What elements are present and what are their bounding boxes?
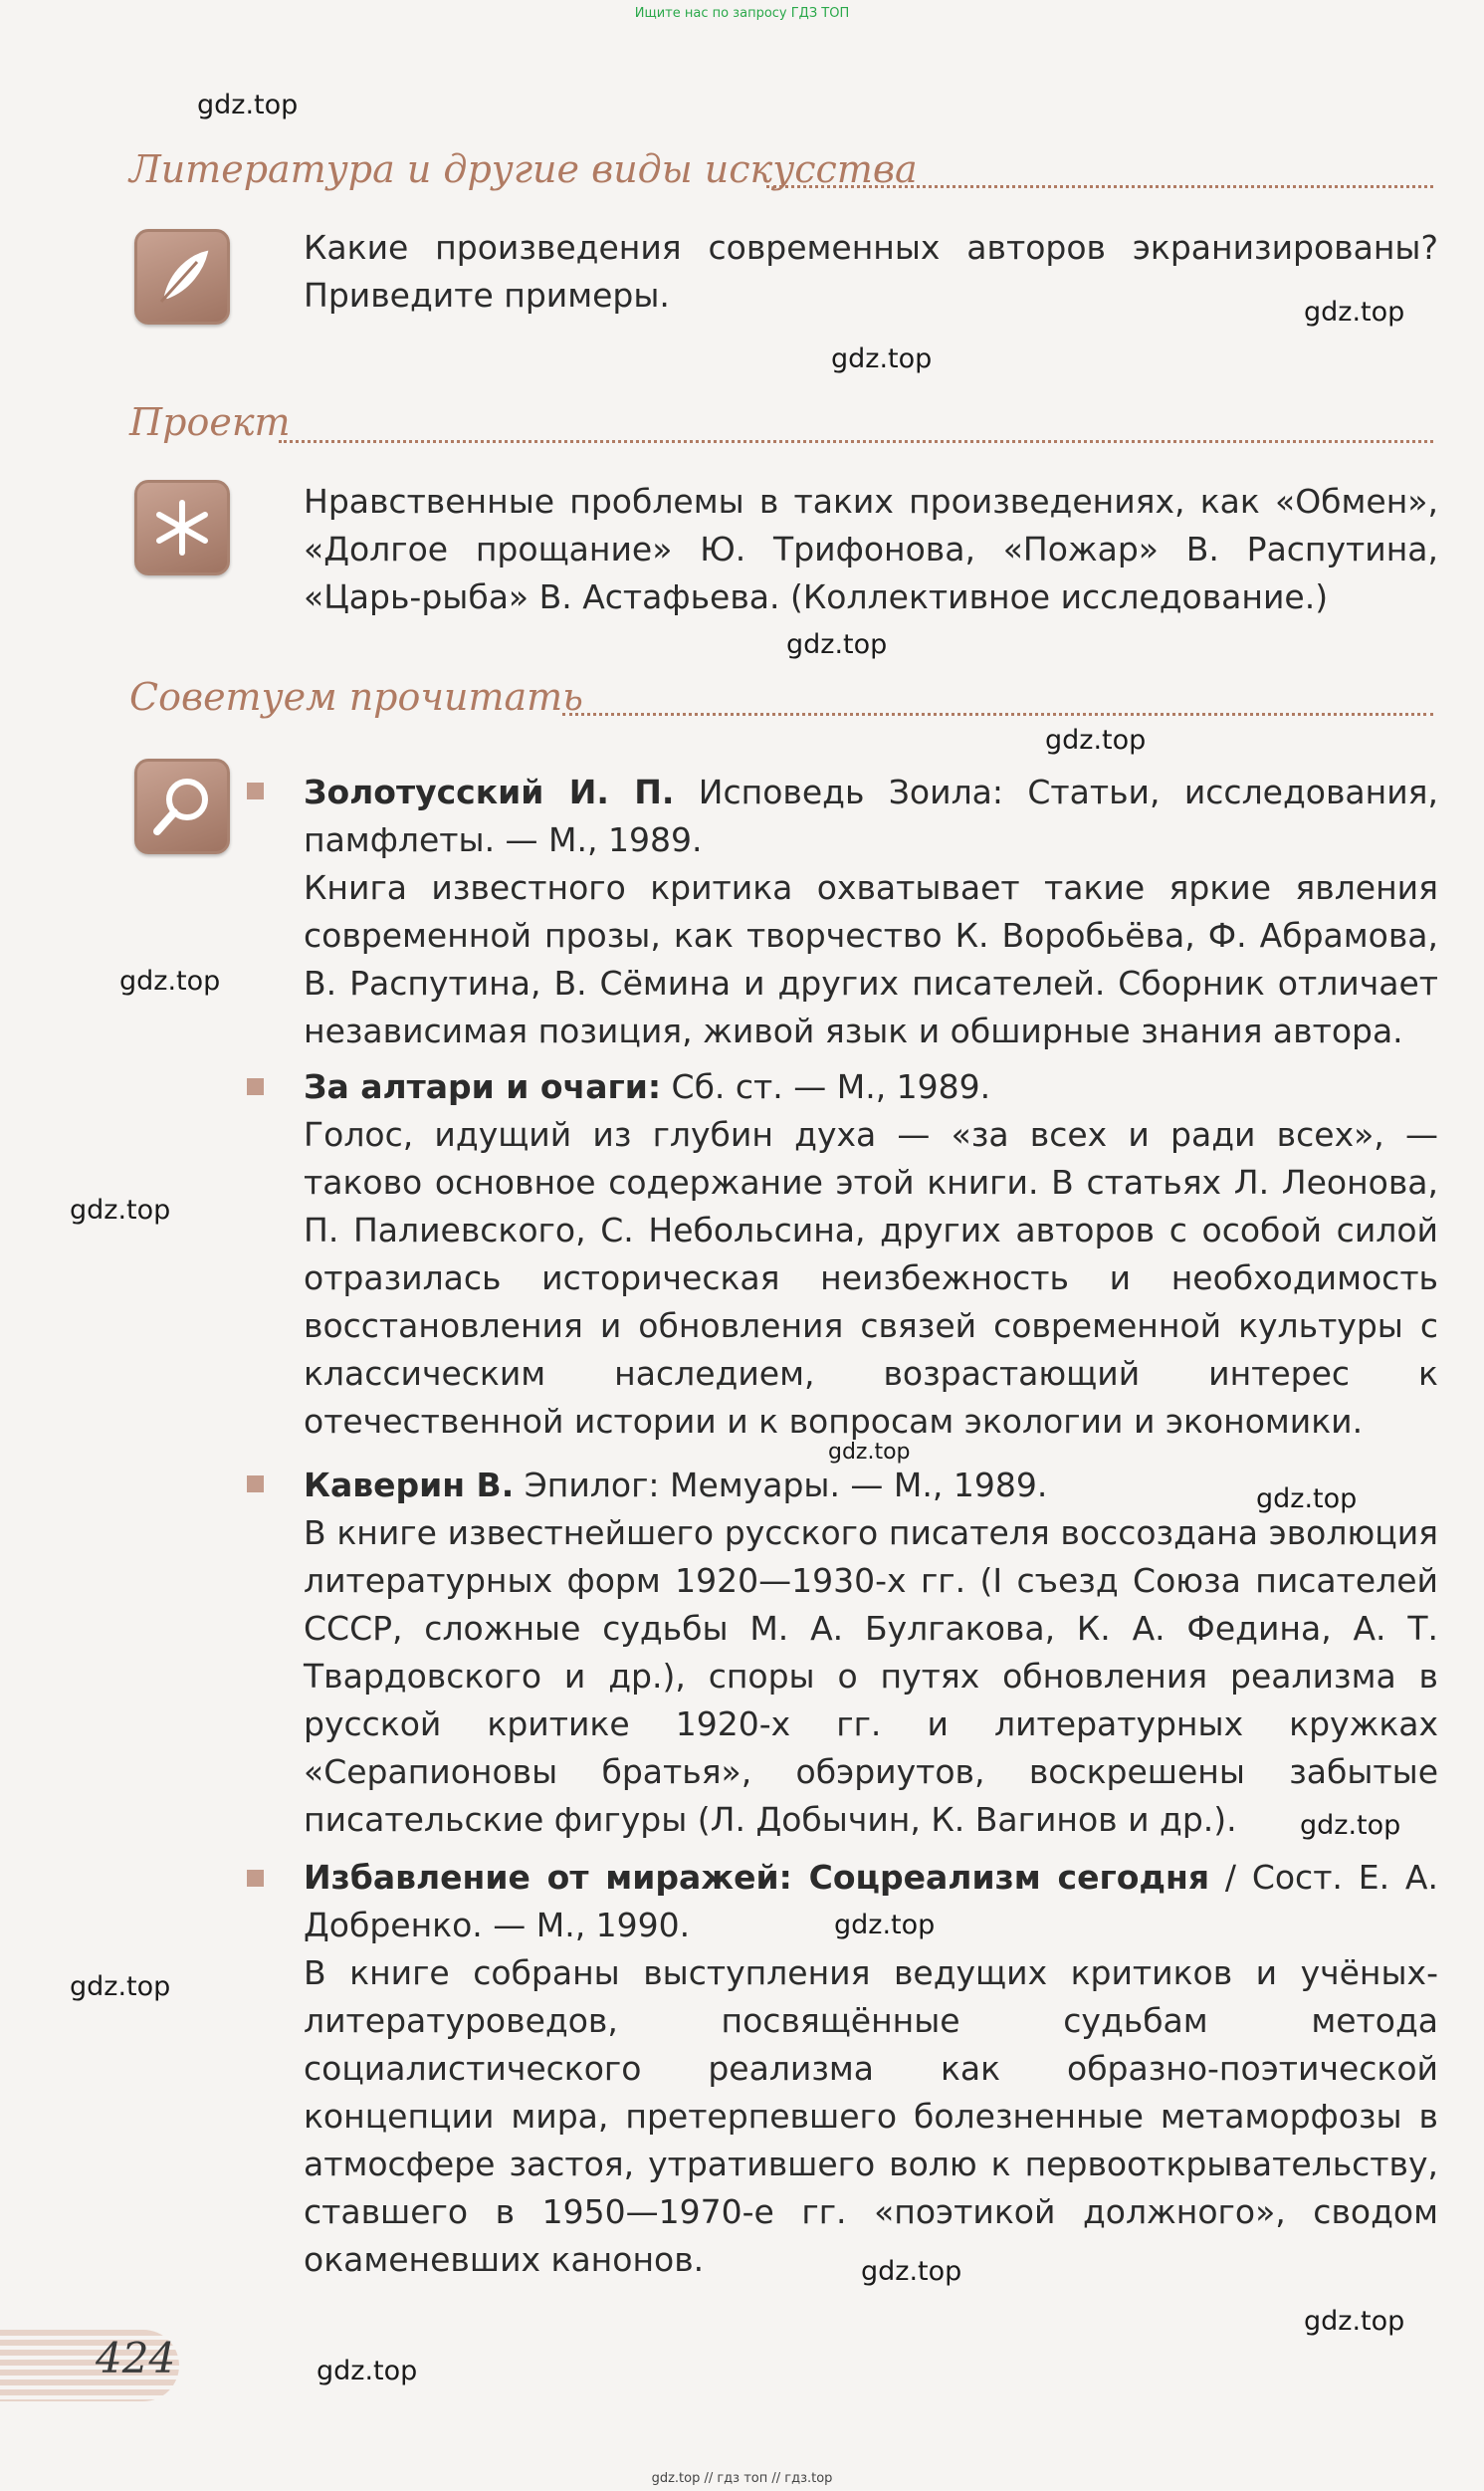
book-title: За алтари и очаги:	[304, 1067, 662, 1106]
watermark[interactable]: gdz.top	[119, 966, 221, 997]
magnifier-icon	[134, 759, 230, 854]
book-description: Книга известного критика охватывает такие яркие явления современной прозы, как творчество К. Воробьёва, Ф. Абрамова, В. Распутина, В. Сёмина и других писателей. Сборник отличает независимая позиция, живой язык и обширные знания автора.	[304, 868, 1438, 1050]
watermark[interactable]: gdz.top	[70, 1971, 171, 2002]
list-bullet	[247, 1475, 264, 1492]
book-entry	[304, 1063, 1438, 1111]
watermark[interactable]: gdz.top	[1045, 725, 1147, 756]
book-details: Сб. ст. — М., 1989.	[661, 1067, 991, 1106]
watermark[interactable]: gdz.top	[786, 629, 888, 660]
watermark[interactable]: gdz.top	[1300, 1810, 1401, 1841]
section-heading-reading: Советуем прочитать	[129, 675, 583, 719]
watermark[interactable]: gdz.top	[317, 2356, 418, 2386]
project-text: Нравственные проблемы в таких произведениях, как «Обмен», «Долгое прощание» Ю. Трифонова, «Пожар» В. Распутина, «Царь-рыба» В. Астафьева. (Коллективное исследование.)	[304, 482, 1438, 616]
book-details: Исповедь Зоила: Статьи, исследования, памфлеты. — М., 1989.	[304, 773, 1439, 859]
section-heading-project: Проект	[129, 400, 291, 444]
bottom-banner[interactable]: gdz.top // гдз топ // гдз.top	[651, 2471, 833, 2486]
heading-divider	[279, 440, 1433, 443]
book-title: Каверин В.	[304, 1466, 515, 1504]
section-heading-art: Литература и другие виды искусства	[129, 147, 918, 191]
book-title: Золотусский И. П.	[304, 773, 675, 811]
watermark[interactable]: gdz.top	[70, 1195, 171, 1226]
book-details: / Сост. Е. А. Добренко. — М., 1990.	[304, 1858, 1438, 1944]
art-question: Какие произведения современных авторов экранизированы? Приведите примеры.	[304, 228, 1438, 315]
book-entry	[304, 769, 1438, 864]
book-description: В книге собраны выступления ведущих критиков и учёных-литературоведов, посвящённые судьбам метода социалистического реализма как образно-поэтической концепции мира, претерпевшего болезненные метаморфозы в атмосфере застоя, утратившего волю к первооткрывательству, ставшего в 1950—1970-е гг. «поэтикой должного», сводом окаменевших канонов.	[304, 1953, 1438, 2279]
watermark[interactable]: gdz.top	[1304, 2306, 1405, 2337]
book-title: Избавление от миражей: Соцреализм сегодня	[304, 1858, 1210, 1897]
watermark[interactable]: gdz.top	[1304, 297, 1405, 328]
heading-divider	[766, 185, 1433, 188]
list-bullet	[247, 1870, 264, 1887]
watermark[interactable]: gdz.top	[834, 1910, 936, 1940]
watermark[interactable]: gdz.top	[831, 343, 933, 374]
watermark[interactable]: gdz.top	[828, 1440, 911, 1465]
page-number: 424	[96, 2334, 176, 2382]
top-banner[interactable]: Ищите нас по запросу ГДЗ ТОП	[634, 6, 850, 21]
book-details: Эпилог: Мемуары. — М., 1989.	[514, 1466, 1048, 1504]
watermark[interactable]: gdz.top	[197, 90, 299, 120]
book-description: В книге известнейшего русского писателя воссоздана эволюция литературных форм 1920—1930-х гг. (I съезд Союза писателей СССР, сложные судьбы М. А. Булгакова, К. А. Федина, А. Т. Твардовского и др.), споры о путях обновления реализма в русской критике 1920-х гг. и литературных кружках «Серапионовы братья», обэриутов, воскрешены забытые писательские фигуры (Л. Добычин, К. Вагинов и др.).	[304, 1513, 1438, 1839]
asterisk-icon	[134, 480, 230, 575]
list-bullet	[247, 783, 264, 799]
heading-divider	[562, 713, 1433, 716]
feather-icon	[134, 229, 230, 325]
watermark[interactable]: gdz.top	[861, 2256, 962, 2287]
list-bullet	[247, 1078, 264, 1095]
watermark[interactable]: gdz.top	[1256, 1483, 1358, 1514]
book-description: Голос, идущий из глубин духа — «за всех и ради всех», — таково основное содержание этой книги. В статьях Л. Леонова, П. Палиевского, С. Небольсина, других авторов с особой силой отразилась историческая неизбежность и необходимость восстановления и обновления связей современной культуры с классическим наследием, возрастающий интерес к отечественной истории и к вопросам экологии и экономики.	[304, 1115, 1438, 1441]
